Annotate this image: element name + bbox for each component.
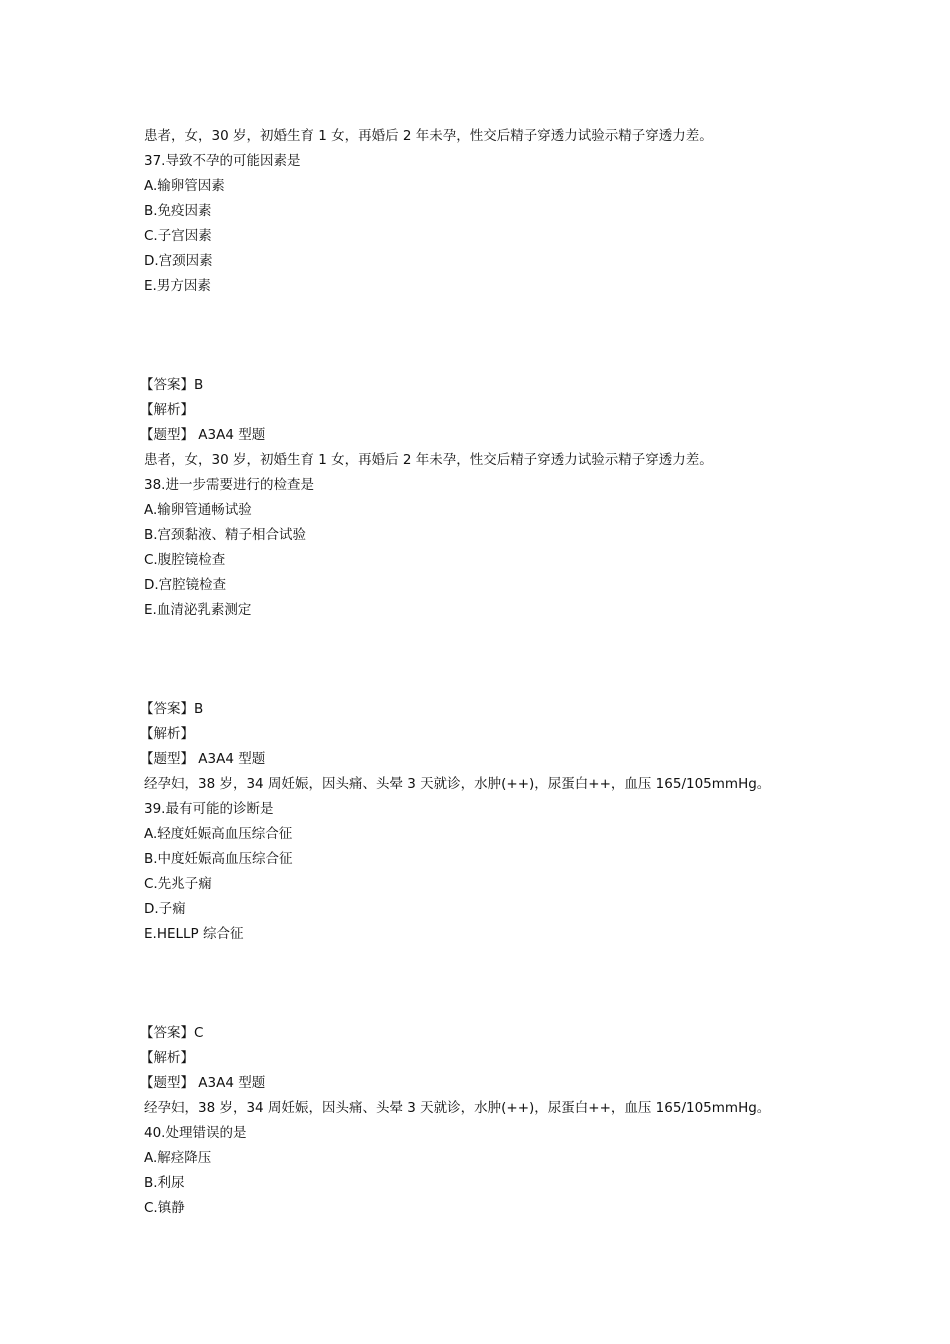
option-b: B.免疫因素 <box>144 203 212 219</box>
option-c: C.腹腔镜检查 <box>144 552 226 568</box>
question-stem: 经孕妇，38 岁，34 周妊娠，因头痛、头晕 3 天就诊，水肿(++)，尿蛋白++，血压 165/105mmHg。 <box>144 1100 771 1116</box>
question-stem: 经孕妇，38 岁，34 周妊娠，因头痛、头晕 3 天就诊，水肿(++)，尿蛋白++，血压 165/105mmHg。 <box>144 776 771 792</box>
option-c: C.先兆子痫 <box>144 876 212 892</box>
question-title: 38.进一步需要进行的检查是 <box>144 477 314 493</box>
question-title: 37.导致不孕的可能因素是 <box>144 153 301 169</box>
answer-label: 【答案】B <box>140 701 204 717</box>
option-d: D.宫腔镜检查 <box>144 577 227 593</box>
option-b: B.利尿 <box>144 1175 185 1191</box>
answer-label: 【答案】C <box>140 1025 204 1041</box>
option-e: E.HELLP 综合征 <box>144 926 244 942</box>
option-e: E.男方因素 <box>144 278 211 294</box>
answer-label: 【答案】B <box>140 377 204 393</box>
option-a: A.输卵管通畅试验 <box>144 502 252 518</box>
option-d: D.宫颈因素 <box>144 253 213 269</box>
option-c: C.镇静 <box>144 1200 185 1216</box>
option-a: A.轻度妊娠高血压综合征 <box>144 826 293 842</box>
option-d: D.子痫 <box>144 901 186 917</box>
option-a: A.输卵管因素 <box>144 178 225 194</box>
analysis-label: 【解析】 <box>140 1050 194 1066</box>
option-b: B.中度妊娠高血压综合征 <box>144 851 293 867</box>
question-title: 40.处理错误的是 <box>144 1125 247 1141</box>
option-a: A.解痉降压 <box>144 1150 212 1166</box>
question-stem: 患者，女，30 岁，初婚生育 1 女，再婚后 2 年未孕，性交后精子穿透力试验示精子穿透力差。 <box>144 452 713 468</box>
option-e: E.血清泌乳素测定 <box>144 602 252 618</box>
question-type-label: 【题型】 A3A4 型题 <box>140 427 266 443</box>
question-type-label: 【题型】 A3A4 型题 <box>140 751 266 767</box>
question-title: 39.最有可能的诊断是 <box>144 801 274 817</box>
question-type-label: 【题型】 A3A4 型题 <box>140 1075 266 1091</box>
option-c: C.子宫因素 <box>144 228 212 244</box>
question-stem: 患者，女，30 岁，初婚生育 1 女，再婚后 2 年未孕，性交后精子穿透力试验示精子穿透力差。 <box>144 128 713 144</box>
option-b: B.宫颈黏液、精子相合试验 <box>144 527 307 543</box>
analysis-label: 【解析】 <box>140 726 194 742</box>
analysis-label: 【解析】 <box>140 402 194 418</box>
